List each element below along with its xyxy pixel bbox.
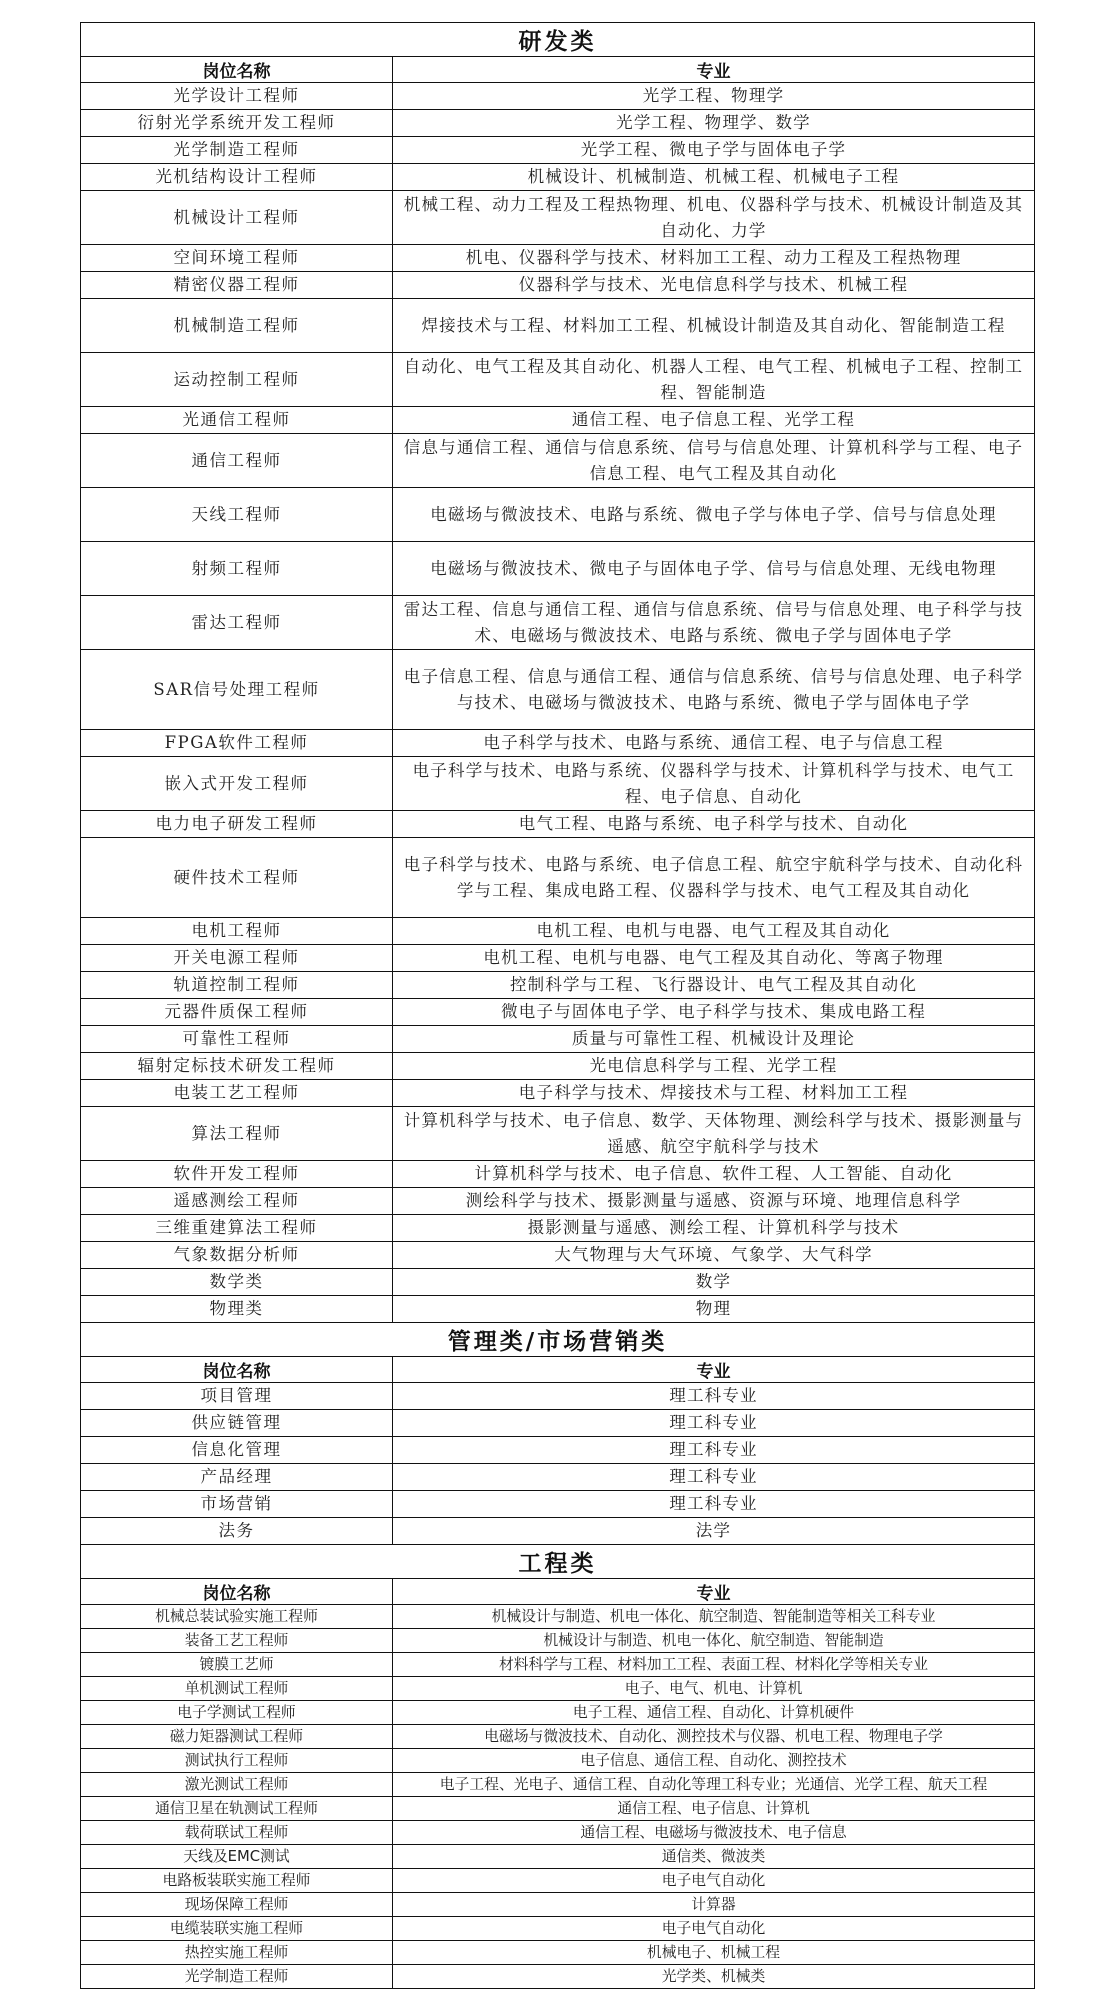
table-row [81,299,1035,353]
table-row [81,1941,1035,1965]
major-cell: 焊接技术与工程、材料加工工程、机械设计制造及其自动化、智能制造工程 [393,299,1035,353]
major-cell: 通信工程、电子信息工程、光学工程 [393,407,1035,434]
table-row [81,1161,1035,1188]
major-cell: 电子信息、通信工程、自动化、测控技术 [393,1749,1035,1773]
major-cell: 机电、仪器科学与技术、材料加工工程、动力工程及工程热物理 [393,245,1035,272]
recruitment-table [80,22,1035,1989]
table-row [81,757,1035,811]
table-row [81,999,1035,1026]
major-cell: 理工科专业 [393,1464,1035,1491]
position-name-cell: 法务 [81,1518,393,1545]
position-name-cell: 电装工艺工程师 [81,1080,393,1107]
table-row [81,272,1035,299]
major-cell: 仪器科学与技术、光电信息科学与技术、机械工程 [393,272,1035,299]
position-name-cell: 产品经理 [81,1464,393,1491]
table-row [81,1917,1035,1941]
major-cell: 测绘科学与技术、摄影测量与遥感、资源与环境、地理信息科学 [393,1188,1035,1215]
position-name-cell: 市场营销 [81,1491,393,1518]
table-row [81,1797,1035,1821]
table-row [81,730,1035,757]
mgmt-section-title: 管理类/市场营销类 [81,1323,1035,1357]
major-cell: 电子工程、通信工程、自动化、计算机硬件 [393,1701,1035,1725]
position-name-cell: 算法工程师 [81,1107,393,1161]
position-name-cell: 光学制造工程师 [81,1965,393,1989]
position-name-cell: 元器件质保工程师 [81,999,393,1026]
position-name-cell: SAR信号处理工程师 [81,650,393,730]
table-row [81,1383,1035,1410]
position-name-cell: 射频工程师 [81,542,393,596]
table-row [81,191,1035,245]
position-name-cell: 通信卫星在轨测试工程师 [81,1797,393,1821]
position-name-cell: 开关电源工程师 [81,945,393,972]
major-cell: 信息与通信工程、通信与信息系统、信号与信息处理、计算机科学与工程、电子信息工程、电气工程及其自动化 [393,434,1035,488]
major-cell: 通信类、微波类 [393,1845,1035,1869]
position-name-cell: 光通信工程师 [81,407,393,434]
major-cell: 计算机科学与技术、电子信息、软件工程、人工智能、自动化 [393,1161,1035,1188]
position-name-cell: 嵌入式开发工程师 [81,757,393,811]
major-cell: 电子电气自动化 [393,1869,1035,1893]
major-cell: 光学类、机械类 [393,1965,1035,1989]
rd-header-major: 专业 [393,57,1035,83]
major-cell: 数学 [393,1269,1035,1296]
table-row [81,1215,1035,1242]
table-row [81,1965,1035,1989]
position-name-cell: 磁力矩器测试工程师 [81,1725,393,1749]
table-row [81,83,1035,110]
table-row [81,1821,1035,1845]
eng-header-major: 专业 [393,1579,1035,1605]
table-row [81,245,1035,272]
major-cell: 电子电气自动化 [393,1917,1035,1941]
major-cell: 电子科学与技术、焊接技术与工程、材料加工工程 [393,1080,1035,1107]
position-name-cell: 天线及EMC测试 [81,1845,393,1869]
table-row [81,1242,1035,1269]
position-name-cell: 电缆装联实施工程师 [81,1917,393,1941]
table-row [81,1080,1035,1107]
position-name-cell: 数学类 [81,1269,393,1296]
major-cell: 理工科专业 [393,1410,1035,1437]
table-row [81,488,1035,542]
table-row [81,1893,1035,1917]
table-row [81,1773,1035,1797]
major-cell: 计算器 [393,1893,1035,1917]
major-cell: 电磁场与微波技术、电路与系统、微电子学与体电子学、信号与信息处理 [393,488,1035,542]
table-row [81,918,1035,945]
major-cell: 电子、电气、机电、计算机 [393,1677,1035,1701]
position-name-cell: 激光测试工程师 [81,1773,393,1797]
major-cell: 电气工程、电路与系统、电子科学与技术、自动化 [393,811,1035,838]
table-row [81,1749,1035,1773]
major-cell: 自动化、电气工程及其自动化、机器人工程、电气工程、机械电子工程、控制工程、智能制造 [393,353,1035,407]
eng-header-position: 岗位名称 [81,1579,393,1605]
table-row [81,1725,1035,1749]
table-row [81,811,1035,838]
rd-section [81,23,1035,1323]
major-cell: 电子科学与技术、电路与系统、通信工程、电子与信息工程 [393,730,1035,757]
major-cell: 理工科专业 [393,1491,1035,1518]
table-row [81,1269,1035,1296]
table-row [81,137,1035,164]
position-name-cell: 光学设计工程师 [81,83,393,110]
table-row [81,353,1035,407]
position-name-cell: 光机结构设计工程师 [81,164,393,191]
mgmt-section [81,1323,1035,1545]
eng-section [81,1545,1035,1989]
position-name-cell: 电子学测试工程师 [81,1701,393,1725]
major-cell: 光学工程、微电子学与固体电子学 [393,137,1035,164]
major-cell: 电磁场与微波技术、微电子与固体电子学、信号与信息处理、无线电物理 [393,542,1035,596]
position-name-cell: 信息化管理 [81,1437,393,1464]
table-row [81,650,1035,730]
table-row [81,1026,1035,1053]
major-cell: 电子科学与技术、电路与系统、仪器科学与技术、计算机科学与技术、电气工程、电子信息、自动化 [393,757,1035,811]
major-cell: 通信工程、电子信息、计算机 [393,1797,1035,1821]
table-row [81,1410,1035,1437]
position-name-cell: 机械设计工程师 [81,191,393,245]
table-row [81,1701,1035,1725]
mgmt-header-major: 专业 [393,1357,1035,1383]
position-name-cell: 物理类 [81,1296,393,1323]
major-cell: 计算机科学与技术、电子信息、数学、天体物理、测绘科学与技术、摄影测量与遥感、航空宇航科学与技术 [393,1107,1035,1161]
table-row [81,1845,1035,1869]
table-row [81,110,1035,137]
major-cell: 电磁场与微波技术、自动化、测控技术与仪器、机电工程、物理电子学 [393,1725,1035,1749]
position-name-cell: 电路板装联实施工程师 [81,1869,393,1893]
table-row [81,838,1035,918]
position-name-cell: 运动控制工程师 [81,353,393,407]
position-name-cell: 遥感测绘工程师 [81,1188,393,1215]
major-cell: 机械设计、机械制造、机械工程、机械电子工程 [393,164,1035,191]
major-cell: 理工科专业 [393,1383,1035,1410]
table-row [81,945,1035,972]
major-cell: 微电子与固体电子学、电子科学与技术、集成电路工程 [393,999,1035,1026]
position-name-cell: 热控实施工程师 [81,1941,393,1965]
position-name-cell: 软件开发工程师 [81,1161,393,1188]
position-name-cell: 项目管理 [81,1383,393,1410]
major-cell: 机械电子、机械工程 [393,1941,1035,1965]
table-row [81,596,1035,650]
position-name-cell: 测试执行工程师 [81,1749,393,1773]
major-cell: 机械设计与制造、机电一体化、航空制造、智能制造 [393,1629,1035,1653]
position-name-cell: 机械总装试验实施工程师 [81,1605,393,1629]
position-name-cell: 轨道控制工程师 [81,972,393,999]
major-cell: 材料科学与工程、材料加工工程、表面工程、材料化学等相关专业 [393,1653,1035,1677]
position-name-cell: 装备工艺工程师 [81,1629,393,1653]
major-cell: 摄影测量与遥感、测绘工程、计算机科学与技术 [393,1215,1035,1242]
major-cell: 电机工程、电机与电器、电气工程及其自动化、等离子物理 [393,945,1035,972]
position-name-cell: 通信工程师 [81,434,393,488]
recruitment-table-page [80,22,1034,1989]
position-name-cell: 光学制造工程师 [81,137,393,164]
table-row [81,164,1035,191]
table-row [81,1869,1035,1893]
position-name-cell: FPGA软件工程师 [81,730,393,757]
table-row [81,1518,1035,1545]
position-name-cell: 机械制造工程师 [81,299,393,353]
table-row [81,1491,1035,1518]
table-row [81,1188,1035,1215]
table-row [81,1629,1035,1653]
mgmt-header-position: 岗位名称 [81,1357,393,1383]
table-row [81,542,1035,596]
major-cell: 理工科专业 [393,1437,1035,1464]
table-row [81,1464,1035,1491]
major-cell: 雷达工程、信息与通信工程、通信与信息系统、信号与信息处理、电子科学与技术、电磁场与微波技术、电路与系统、微电子学与固体电子学 [393,596,1035,650]
major-cell: 大气物理与大气环境、气象学、大气科学 [393,1242,1035,1269]
position-name-cell: 三维重建算法工程师 [81,1215,393,1242]
major-cell: 控制科学与工程、飞行器设计、电气工程及其自动化 [393,972,1035,999]
major-cell: 光学工程、物理学 [393,83,1035,110]
position-name-cell: 辐射定标技术研发工程师 [81,1053,393,1080]
position-name-cell: 电力电子研发工程师 [81,811,393,838]
table-row [81,1605,1035,1629]
major-cell: 通信工程、电磁场与微波技术、电子信息 [393,1821,1035,1845]
position-name-cell: 电机工程师 [81,918,393,945]
major-cell: 电子工程、光电子、通信工程、自动化等理工科专业；光通信、光学工程、航天工程 [393,1773,1035,1797]
position-name-cell: 雷达工程师 [81,596,393,650]
table-row [81,972,1035,999]
major-cell: 电子信息工程、信息与通信工程、通信与信息系统、信号与信息处理、电子科学与技术、电磁场与微波技术、电路与系统、微电子学与固体电子学 [393,650,1035,730]
position-name-cell: 衍射光学系统开发工程师 [81,110,393,137]
table-row [81,1107,1035,1161]
position-name-cell: 载荷联试工程师 [81,1821,393,1845]
major-cell: 质量与可靠性工程、机械设计及理论 [393,1026,1035,1053]
position-name-cell: 硬件技术工程师 [81,838,393,918]
position-name-cell: 空间环境工程师 [81,245,393,272]
major-cell: 机械设计与制造、机电一体化、航空制造、智能制造等相关工科专业 [393,1605,1035,1629]
table-row [81,1437,1035,1464]
position-name-cell: 供应链管理 [81,1410,393,1437]
position-name-cell: 单机测试工程师 [81,1677,393,1701]
table-row [81,434,1035,488]
position-name-cell: 现场保障工程师 [81,1893,393,1917]
table-row [81,407,1035,434]
major-cell: 电子科学与技术、电路与系统、电子信息工程、航空宇航科学与技术、自动化科学与工程、集成电路工程、仪器科学与技术、电气工程及其自动化 [393,838,1035,918]
table-row [81,1677,1035,1701]
rd-section-title: 研发类 [81,23,1035,57]
major-cell: 光学工程、物理学、数学 [393,110,1035,137]
table-row [81,1653,1035,1677]
major-cell: 电机工程、电机与电器、电气工程及其自动化 [393,918,1035,945]
major-cell: 机械工程、动力工程及工程热物理、机电、仪器科学与技术、机械设计制造及其自动化、力学 [393,191,1035,245]
position-name-cell: 镀膜工艺师 [81,1653,393,1677]
major-cell: 物理 [393,1296,1035,1323]
eng-section-title: 工程类 [81,1545,1035,1579]
position-name-cell: 精密仪器工程师 [81,272,393,299]
position-name-cell: 气象数据分析师 [81,1242,393,1269]
position-name-cell: 天线工程师 [81,488,393,542]
major-cell: 光电信息科学与工程、光学工程 [393,1053,1035,1080]
rd-header-position: 岗位名称 [81,57,393,83]
position-name-cell: 可靠性工程师 [81,1026,393,1053]
table-row [81,1053,1035,1080]
major-cell: 法学 [393,1518,1035,1545]
table-row [81,1296,1035,1323]
